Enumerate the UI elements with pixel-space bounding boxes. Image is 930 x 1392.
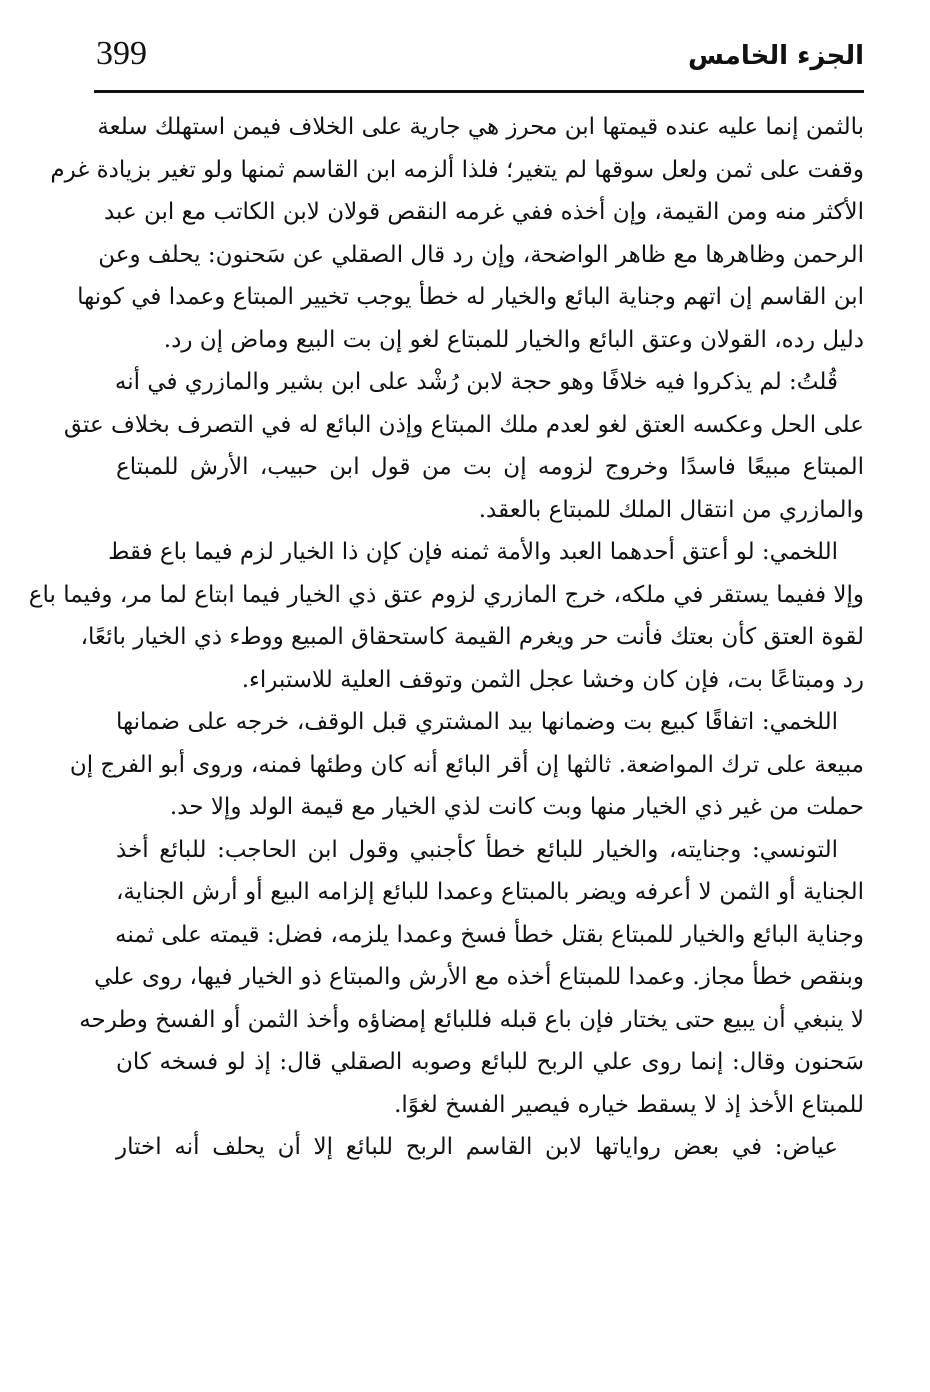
text-line: قُلتُ: لم يذكروا فيه خلافًا وهو حجة لابن رُشْد على ابن بشير والمازري في أنه — [114, 369, 838, 395]
text-line: والمازري من انتقال الملك للمبتاع بالعقد. — [478, 496, 864, 523]
header-rule — [94, 90, 864, 93]
text-line: ابن القاسم إن اتهم وجناية البائع والخيار له خطأ يوجب تخيير المبتاع وعمدا في كونها — [77, 284, 864, 310]
text-line: لا ينبغي أن يبيع حتى يختار فإن باع قبله فللبائع إمضاؤه وأخذ الثمن أو الفسخ وطرحه — [79, 1006, 864, 1033]
text-line: دليل رده، القولان وعتق البائع والخيار للمبتاع لغو إن بت البيع وماض إن رد. — [163, 326, 864, 353]
text-body — [28, 106, 864, 1169]
paragraph — [50, 106, 864, 361]
text-line: اللخمي: اتفاقًا كبيع بت وضمانها بيد المشتري قبل الوقف، خرجه على ضمانها — [116, 709, 838, 735]
text-line: الرحمن وظاهرها مع ظاهر الواضحة، وإن رد قال الصقلي عن سَحنون: يحلف وعن — [98, 241, 864, 268]
text-line: مبيعة على ترك المواضعة. ثالثها إن أقر البائع أنه كان وطئها فمنه، وروى أبو الفرج إن — [69, 751, 864, 778]
running-title: الجزء الخامس — [688, 41, 864, 71]
paragraph — [63, 361, 864, 531]
text-line: على الحل وعكسه العتق لغو لعدم ملك المبتاع وإذن البائع له في التصرف بخلاف عتق — [63, 411, 864, 438]
text-line: عياض: في بعض رواياتها لابن القاسم الربح للبائع إلا أن يحلف أنه اختار — [116, 1134, 838, 1160]
text-line: بالثمن إنما عليه عنده قيمتها ابن محرز هي جارية على الخلاف فيمن استهلك سلعة — [97, 114, 864, 140]
page-number: 399 — [96, 35, 147, 72]
text-line: وإلا ففيما يستقر في ملكه، خرج المازري لزوم عتق ذي الخيار فيما ابتاع لما مر، وفيما باع — [28, 581, 864, 608]
text-line: وجناية البائع والخيار للمبتاع بقتل خطأ فسخ وعمدا يلزمه، فضل: قيمته على ثمنه — [115, 921, 864, 948]
text-line: الأكثر منه ومن القيمة، وإن أخذه ففي غرمه النقص قولان لابن الكاتب مع ابن عبد — [103, 199, 864, 225]
text-line: سَحنون وقال: إنما روى علي الربح للبائع وصوبه الصقلي قال: إذ لو فسخه كان — [116, 1049, 864, 1075]
text-line: المبتاع مبيعًا فاسدًا وخروج لزومه إن بت من قول ابن حبيب، الأرش للمبتاع — [116, 454, 864, 480]
text-line: وقفت على ثمن ولعل سوقها لم يتغير؛ فلذا ألزمه ابن القاسم ثمنها ولو تغير بزيادة غرم — [50, 156, 864, 183]
text-line: للمبتاع الأخذ إذ لا يسقط خياره فيصير الفسخ لغوًا. — [394, 1091, 864, 1118]
text-line: حملت من غير ذي الخيار منها وبت كانت لذي الخيار مع قيمة الولد وإلا حد. — [169, 794, 864, 820]
paragraph — [28, 531, 864, 701]
paragraph — [116, 1126, 864, 1169]
text-line: لقوة العتق كأن بعتك فأنت حر ويغرم القيمة كاستحقاق المبيع ووطء ذي الخيار بائعًا، — [80, 624, 864, 650]
text-line: وبنقص خطأ مجاز. وعمدا للمبتاع أخذه مع الأرش والمبتاع ذو الخيار فيها، روى علي — [94, 964, 864, 990]
text-line: اللخمي: لو أعتق أحدهما العبد والأمة ثمنه فإن كإن ذا الخيار لزم فيما باع فقط — [108, 539, 838, 565]
paragraph — [69, 701, 864, 829]
text-line: الجناية أو الثمن لا أعرفه ويضر بالمبتاع وعمدا للبائع إلزامه البيع أو أرش الجناية، — [116, 879, 864, 905]
paragraph — [79, 829, 864, 1127]
text-line: التونسي: وجنايته، والخيار للبائع خطأ كأجنبي وقول ابن الحاجب: للبائع أخذ — [116, 836, 838, 863]
page-header — [94, 28, 864, 92]
text-line: رد ومبتاعًا بت، فإن كان وخشا عجل الثمن وتوقف العلية للاستبراء. — [241, 666, 864, 693]
